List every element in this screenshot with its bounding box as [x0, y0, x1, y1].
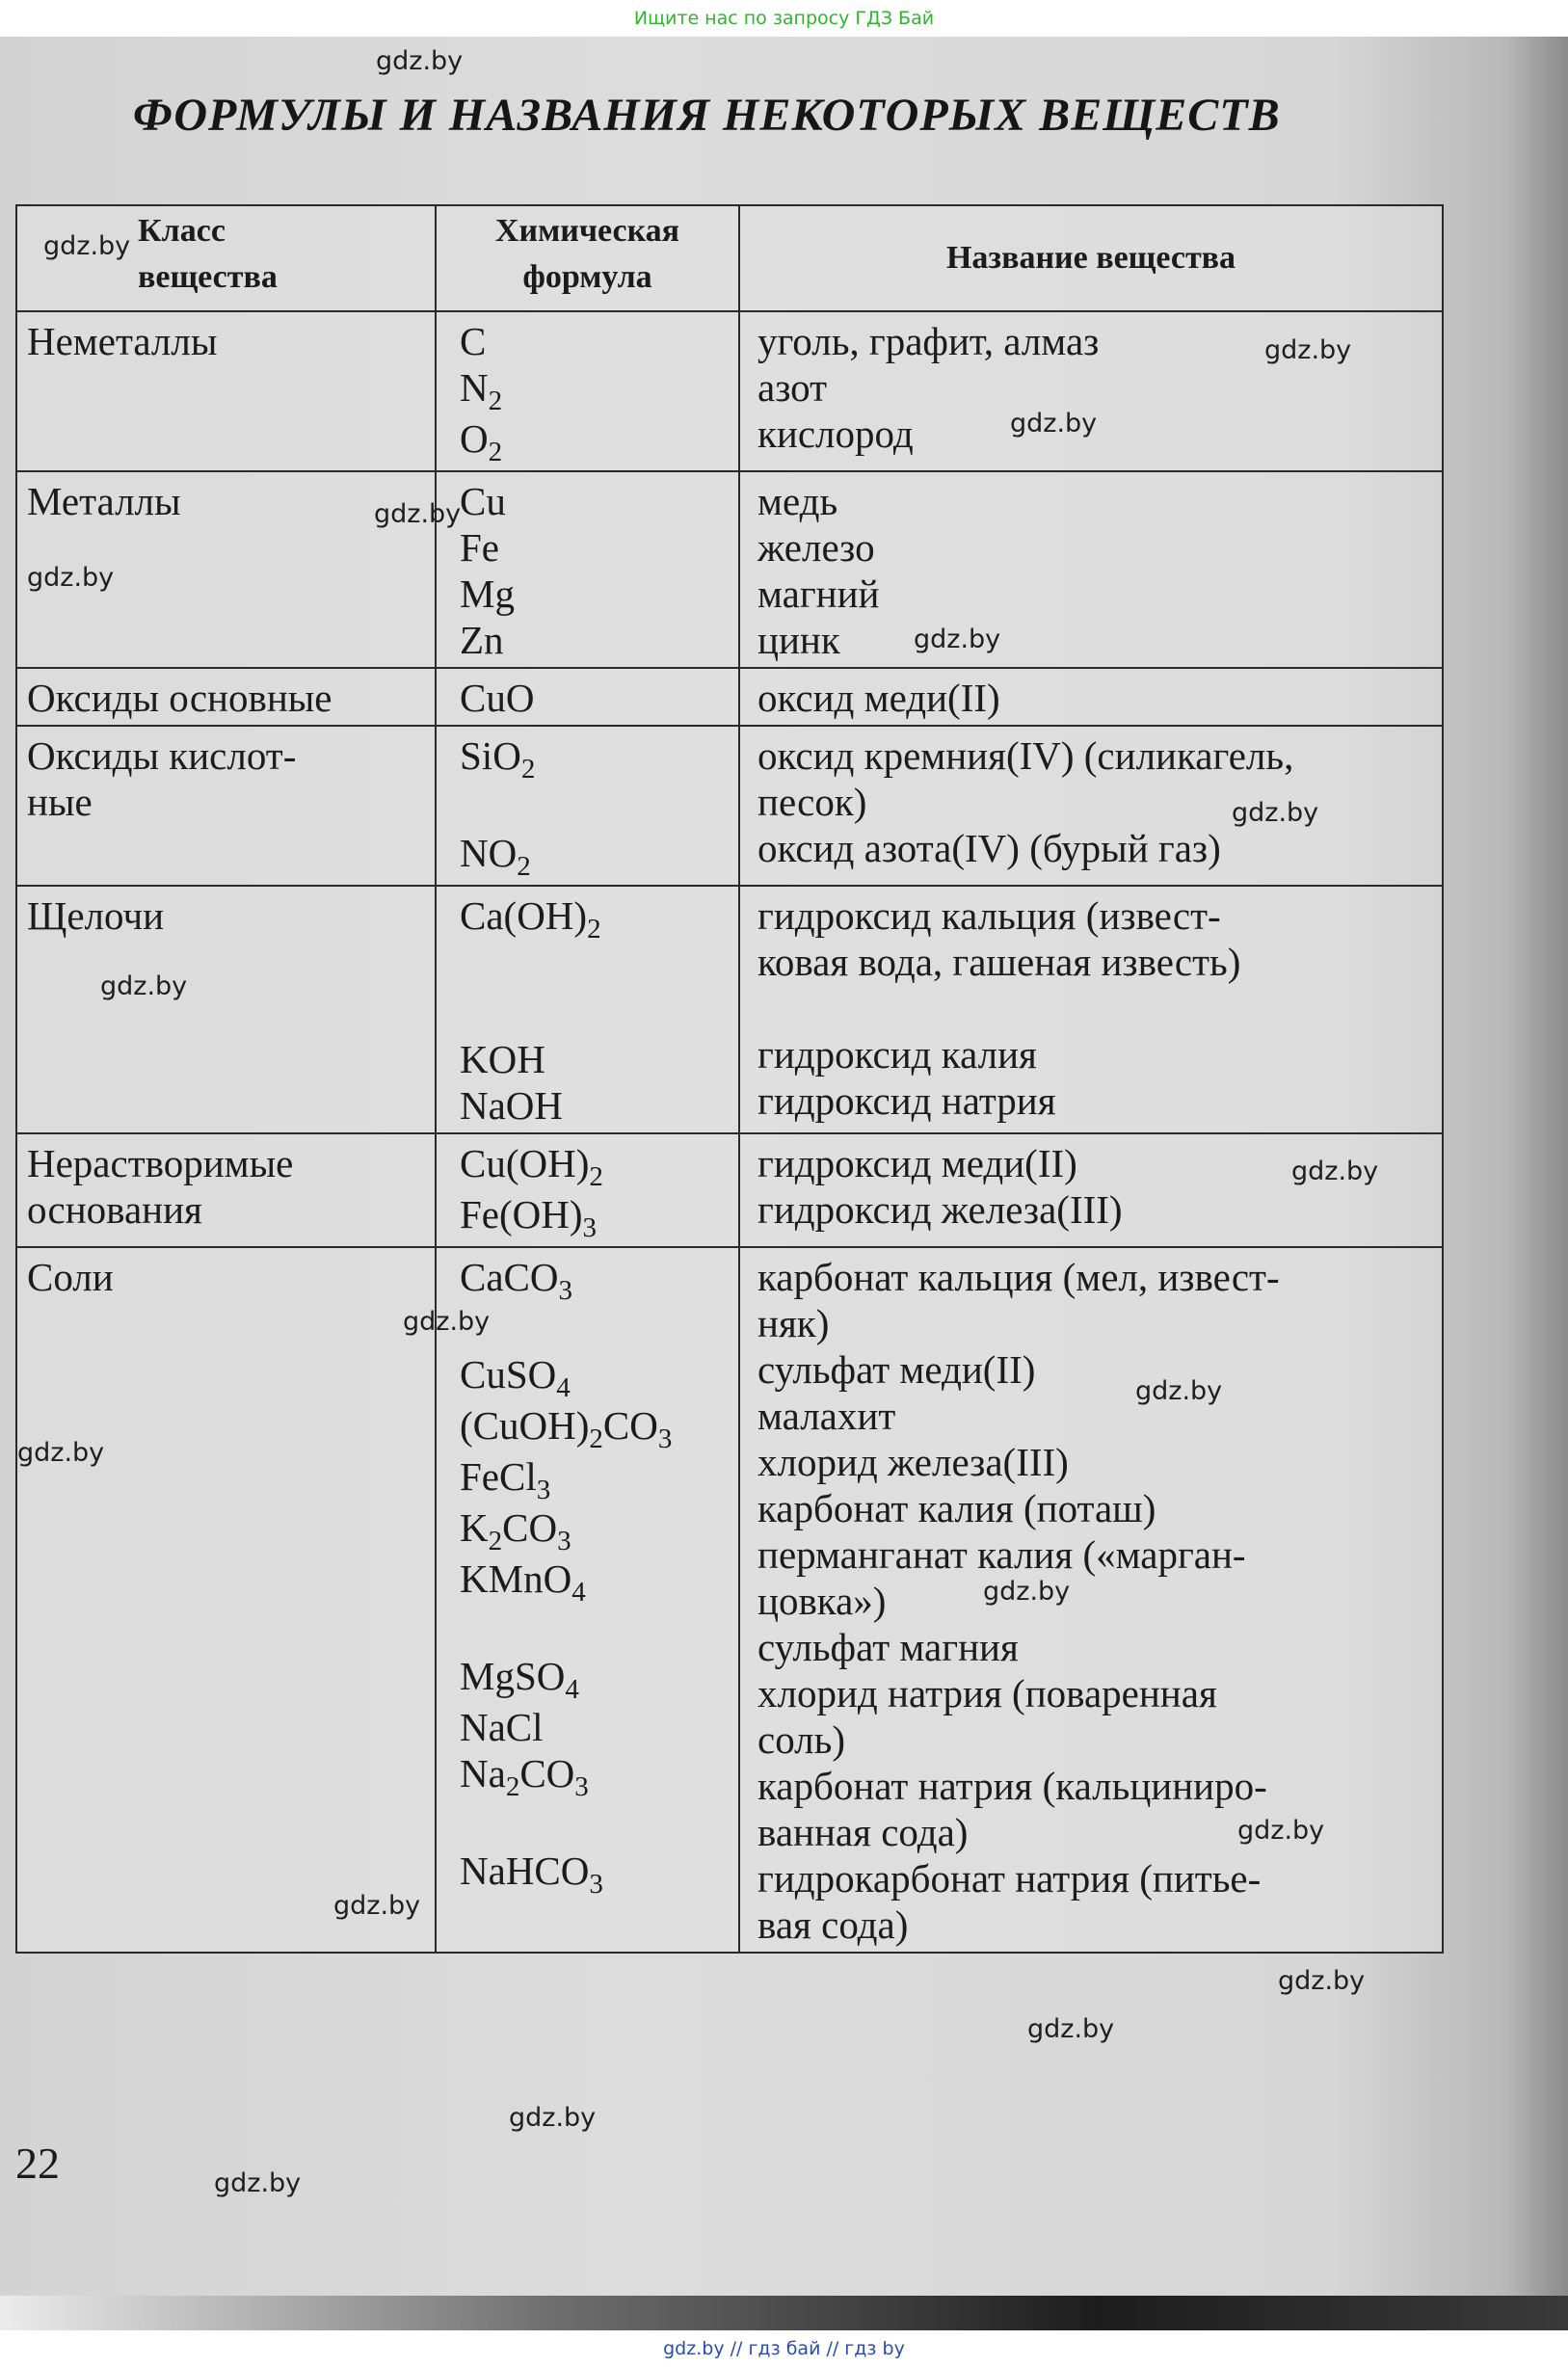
formula-subscript: 2	[517, 851, 531, 882]
name-line: оксид азота(IV) (бурый газ)	[757, 826, 1221, 870]
formula-line	[460, 1351, 738, 1402]
formula-subscript: 2	[520, 754, 536, 785]
formula-subscript: 4	[565, 1674, 579, 1705]
formula-subscript: 2	[505, 1771, 520, 1802]
name-line: ковая вода, гашеная известь)	[757, 940, 1241, 984]
formula-part: Fe	[460, 525, 499, 570]
formula-line	[460, 617, 738, 663]
table-row	[16, 1133, 1443, 1247]
formula-line	[460, 1082, 738, 1129]
header-formula-line: формула	[522, 259, 652, 295]
watermark: gdz.by	[1237, 1816, 1325, 1846]
formula-line	[460, 571, 738, 617]
table-row	[16, 1247, 1443, 1953]
name-line: хлорид железа(III)	[757, 1440, 1069, 1484]
watermark: gdz.by	[43, 231, 131, 261]
class-cell	[16, 668, 436, 726]
class-line: Щелочи	[27, 893, 165, 938]
formula-line	[460, 318, 738, 364]
name-line: сульфат магния	[757, 1625, 1019, 1669]
watermark: gdz.by	[914, 625, 1001, 654]
table-row	[16, 668, 1443, 726]
name-line: гидроксид натрия	[757, 1078, 1056, 1123]
watermark: gdz.by	[403, 1307, 491, 1337]
formula-part: Na	[460, 1751, 506, 1795]
formula-part: CuSO	[460, 1352, 557, 1396]
name-line: магний	[757, 572, 880, 616]
name-line: ванная сода)	[757, 1810, 969, 1854]
formula-cell	[436, 471, 739, 668]
page-number: 22	[15, 2139, 60, 2188]
class-line: Оксиды основные	[27, 676, 332, 720]
name-line: кислород	[757, 412, 914, 456]
formula-part: CO	[502, 1505, 558, 1550]
watermark: gdz.by	[333, 1891, 421, 1921]
name-line: оксид меди(II)	[757, 676, 1000, 720]
header-formula-line: Химическая	[494, 213, 680, 249]
formula-line	[460, 1704, 738, 1750]
formula-cell	[436, 1247, 739, 1953]
class-line: ные	[27, 780, 93, 824]
formula-line	[460, 524, 738, 571]
formula-part: NO	[460, 831, 518, 875]
table-row	[16, 311, 1443, 471]
name-line: карбонат натрия (кальциниро-	[757, 1764, 1267, 1808]
formula-line	[460, 1402, 738, 1453]
name-cell	[739, 1133, 1443, 1247]
name-line: няк)	[757, 1301, 830, 1345]
formula-line	[460, 364, 738, 415]
formula-part: CO	[519, 1751, 575, 1795]
watermark: gdz.by	[214, 2168, 302, 2198]
watermark: gdz.by	[1278, 1966, 1366, 1996]
table-row	[16, 726, 1443, 886]
formula-line	[460, 1653, 738, 1704]
watermark: gdz.by	[1010, 409, 1098, 439]
formula-cell	[436, 1133, 739, 1247]
formula-subscript: 2	[587, 914, 601, 944]
formula-cell	[436, 726, 739, 886]
formula-part: Cu	[460, 479, 506, 523]
formula-line	[460, 1191, 738, 1242]
formula-subscript: 3	[589, 1869, 603, 1900]
watermark: gdz.by	[27, 563, 115, 593]
name-cell	[739, 1247, 1443, 1953]
watermark: gdz.by	[374, 499, 462, 529]
name-cell	[739, 471, 1443, 668]
formula-line	[460, 1036, 738, 1082]
watermark: gdz.by	[376, 46, 464, 76]
formula-part: FeCl	[460, 1454, 537, 1499]
substances-table	[15, 204, 1444, 1954]
class-cell	[16, 1133, 436, 1247]
formula-part: Ca(OH)	[460, 893, 588, 938]
formula-subscript: 3	[582, 1212, 598, 1243]
name-line: малахит	[757, 1394, 896, 1438]
formula-cell	[436, 311, 739, 471]
formula-line	[460, 1305, 738, 1351]
formula-part: Zn	[460, 618, 504, 662]
formula-part: KMnO	[460, 1556, 572, 1601]
name-line: гидроксид железа(III)	[757, 1187, 1123, 1232]
formula-line	[460, 1801, 738, 1848]
name-line: гидроксид калия	[757, 1032, 1037, 1077]
formula-subscript: 2	[488, 386, 503, 416]
page-title: ФОРМУЛЫ И НАЗВАНИЯ НЕКОТОРЫХ ВЕЩЕСТВ	[133, 90, 1281, 141]
formula-subscript: 2	[488, 437, 503, 467]
footer-links[interactable]: gdz.by // гдз бай // гдз by	[663, 2338, 905, 2359]
formula-line	[460, 1556, 738, 1607]
header-class-line: вещества	[138, 259, 278, 295]
watermark: gdz.by	[509, 2103, 597, 2133]
formula-line	[460, 478, 738, 524]
table-row	[16, 886, 1443, 1133]
name-cell	[739, 668, 1443, 726]
formula-subscript: 4	[571, 1577, 586, 1608]
name-cell	[739, 886, 1443, 1133]
watermark: gdz.by	[983, 1577, 1071, 1607]
class-cell	[16, 311, 436, 471]
formula-line	[460, 830, 738, 881]
formula-part: NaOH	[460, 1083, 564, 1128]
class-cell	[16, 1247, 436, 1953]
class-cell	[16, 726, 436, 886]
formula-line	[460, 1504, 738, 1556]
watermark: gdz.by	[1135, 1376, 1223, 1406]
name-line: железо	[757, 525, 875, 570]
formula-line	[460, 1848, 738, 1899]
formula-subscript: 4	[556, 1372, 571, 1403]
name-line: азот	[757, 365, 828, 410]
table-body	[16, 311, 1443, 1953]
name-cell	[739, 726, 1443, 886]
name-line: сульфат меди(II)	[757, 1347, 1036, 1392]
class-cell	[16, 886, 436, 1133]
name-line: карбонат калия (поташ)	[757, 1486, 1156, 1530]
formula-subscript: 3	[574, 1771, 589, 1802]
formula-part: KOH	[460, 1037, 545, 1081]
name-line: гидроксид меди(II)	[757, 1141, 1077, 1185]
formula-part: CO	[602, 1403, 658, 1448]
header-name	[739, 205, 1443, 311]
name-line: песок)	[757, 780, 867, 824]
formula-subscript: 3	[558, 1275, 572, 1306]
formula-line	[460, 1453, 738, 1504]
formula-line	[460, 1254, 738, 1305]
name-line: соль)	[757, 1717, 845, 1762]
formula-part: NaCl	[460, 1705, 544, 1749]
formula-part: Cu(OH)	[460, 1141, 590, 1185]
name-line: вая сода)	[757, 1902, 909, 1947]
table-header-row	[16, 205, 1443, 311]
formula-line	[460, 944, 738, 990]
class-line: Металлы	[27, 479, 181, 523]
formula-part: CuO	[460, 676, 535, 720]
watermark: gdz.by	[1264, 335, 1352, 365]
class-line: Соли	[27, 1255, 114, 1299]
page-bottom-shadow	[0, 2296, 1568, 2330]
watermark: gdz.by	[1291, 1157, 1379, 1186]
formula-line	[460, 1140, 738, 1191]
formula-part: CaCO	[460, 1255, 559, 1299]
header-name-text: Название вещества	[945, 240, 1236, 276]
class-line: Неметаллы	[27, 319, 218, 363]
formula-line	[460, 675, 738, 721]
class-line: основания	[27, 1187, 202, 1232]
header-formula	[436, 205, 739, 311]
name-line: цинк	[757, 618, 840, 662]
formula-line	[460, 1607, 738, 1653]
formula-line	[460, 990, 738, 1036]
formula-subscript: 2	[488, 1526, 503, 1556]
formula-subscript: 3	[536, 1475, 551, 1505]
formula-subscript: 3	[557, 1526, 571, 1556]
name-line	[757, 985, 1442, 1031]
formula-part: Mg	[460, 572, 515, 616]
formula-part: (CuOH)	[460, 1403, 590, 1448]
formula-subscript: 3	[657, 1423, 673, 1454]
formula-part: SiO	[460, 733, 521, 778]
formula-subscript: 2	[589, 1161, 603, 1192]
class-line: Нерастворимые	[27, 1141, 294, 1185]
table-row	[16, 471, 1443, 668]
name-line: перманганат калия («марган-	[757, 1532, 1246, 1577]
formula-line	[460, 784, 738, 830]
formula-part: N	[460, 365, 489, 410]
formula-part: NaHCO	[460, 1848, 590, 1893]
name-line: оксид кремния(IV) (силикагель,	[757, 733, 1294, 778]
name-line: уголь, графит, алмаз	[757, 319, 1100, 363]
watermark: gdz.by	[17, 1438, 105, 1468]
name-line: гидрокарбонат натрия (питье-	[757, 1856, 1262, 1901]
formula-part: Fe(OH)	[460, 1192, 583, 1237]
name-line: карбонат кальция (мел, извест-	[757, 1255, 1280, 1299]
formula-line	[460, 732, 738, 784]
formula-part: C	[460, 319, 487, 363]
header-class-line: Класс	[138, 213, 226, 249]
formula-line	[460, 1899, 738, 1945]
class-line: Оксиды кислот-	[27, 733, 297, 778]
formula-line	[460, 1750, 738, 1801]
name-line: медь	[757, 479, 838, 523]
formula-cell	[436, 886, 739, 1133]
watermark: gdz.by	[1232, 798, 1319, 828]
formula-line	[460, 892, 738, 944]
top-banner[interactable]: Ищите нас по запросу ГДЗ Бай	[633, 8, 935, 29]
watermark: gdz.by	[1027, 2014, 1115, 2044]
formula-part: MgSO	[460, 1654, 566, 1698]
name-line: цовка»)	[757, 1579, 887, 1623]
formula-cell	[436, 668, 739, 726]
formula-subscript: 2	[589, 1423, 603, 1454]
formula-part: O	[460, 416, 489, 461]
name-line: гидроксид кальция (извест-	[757, 893, 1221, 938]
name-line: хлорид натрия (поваренная	[757, 1671, 1217, 1715]
formula-line	[460, 415, 738, 466]
formula-part: K	[460, 1505, 489, 1550]
watermark: gdz.by	[100, 971, 188, 1001]
